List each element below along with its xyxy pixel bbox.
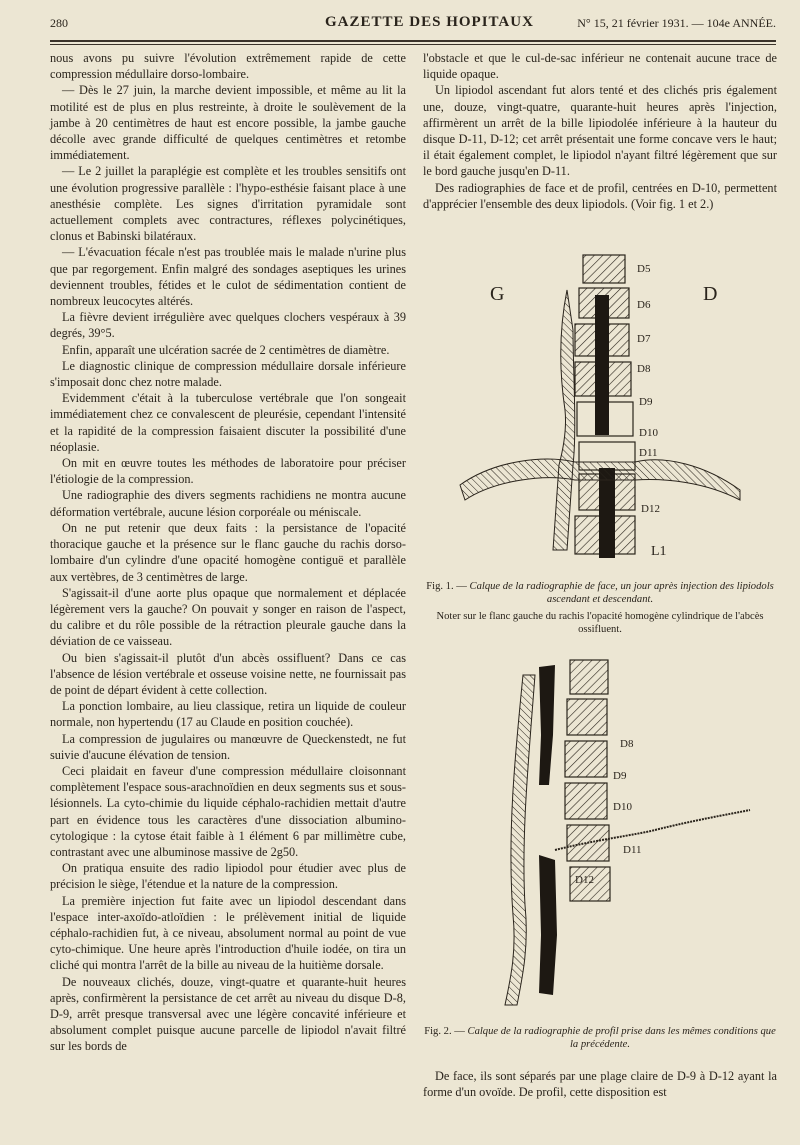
issue-info: N° 15, 21 février 1931. — 104e ANNÉE. [577, 16, 776, 30]
fig2-caption-prefix: Fig. 2. — [424, 1026, 465, 1037]
lipiodol-profile-lower [539, 855, 557, 995]
figure-2-drawing [495, 655, 755, 1015]
journal-title: GAZETTE DES HOPITAUX [325, 14, 534, 30]
paragraph: On mit en œuvre toutes les méthodes de laboratoire pour préciser l'étiologie de la compression. [50, 456, 406, 487]
fig2-label: D9 [613, 770, 627, 782]
fig2-caption-text: Calque de la radiographie de profil prise dans les mêmes conditions que la précédente. [467, 1026, 776, 1050]
fig2-label: D11 [623, 844, 642, 856]
header-rule [50, 40, 776, 42]
posterior-outline [505, 675, 535, 1005]
paragraph: On pratiqua ensuite des radio lipiodol pour étudier avec plus de précision le siège, l'étendue et la nature de la compression. [50, 861, 406, 892]
fig2-label: D8 [620, 738, 634, 750]
paragraph: — L'évacuation fécale n'est pas troublée mais le malade n'urine plus que par regorgement. Enfin malgré des sondages aseptiques les urines deviennent troubles, fétides et le culot de sédimentation contient de nombreux leucocytes altérés. [50, 245, 406, 309]
header-rule-thin [50, 44, 776, 45]
fig2-label: D12 [575, 874, 594, 886]
paragraph: — Le 2 juillet la paraplégie est complète et les troubles sensitifs ont une évolution progressive parallèle : l'hypo-esthésie faisant place à une anesthésie complète. Les signes d'irritation pyramidale sont actuellement complets avec contractures, réflexes polycinétiques, clonus et Babinski bilatéraux. [50, 164, 406, 244]
fig1-side-left: G [490, 283, 505, 305]
paragraph: On ne put retenir que deux faits : la persistance de l'opacité thoracique gauche et la présence sur le flanc gauche du rachis dorso-lombaire d'un cylindre d'une opacité homogène contiguë et parallèle aux vertèbres, de 3 centimètres de large. [50, 520, 406, 584]
paragraph: La fièvre devient irrégulière avec quelques clochers vespéraux à 39 degrés, 39°5. [50, 310, 406, 341]
lipiodol-ascending [599, 468, 615, 558]
figure-1-drawing [455, 250, 745, 570]
fig1-caption-text: Calque de la radiographie de face, un jour après injection des lipiodols ascendant et descendant. [469, 581, 774, 605]
paragraph: Evidemment c'était à la tuberculose vertébrale que l'on songeait immédiatement chez ce convalescent de pleurésie, cependant l'intensité et la rapidité de la compression faisaient discuter la possibilité d'une néoplasie. [50, 391, 406, 454]
paragraph: Ceci plaidait en faveur d'une compression médullaire cloisonnant complètement l'espace sous-arachnoïdien en deux segments sus et sous-lésionnels. La cyto-chimie du liquide céphalo-rachidien mettait d'autre part en évidence tous les caractères d'une dissociation albumino-cytologique : la cytose était faible à 1 élément 6 par millimètre cube, contrastant avec une albuminose massive de 2g50. [50, 763, 406, 859]
figure-1-caption [423, 580, 777, 606]
fig1-label: D7 [637, 333, 651, 345]
fig1-label: D8 [637, 363, 651, 375]
paragraph: Un lipiodol ascendant fut alors tenté et des clichés pris également une, douze, vingt-quatre, quarante-huit heures après l'injection, affirmèrent un arrêt de la bille lipiodolée inférieure à la hauteur du disque D-11, D-12; cet arrêt présentait une forme concave vers le haut; il était également complet, le lipiodol n'ayant filtré légèrement que sur le bord gauche jusqu'en D-11. [423, 83, 777, 179]
right-column-bottom [423, 1068, 777, 1100]
page-header [50, 14, 776, 36]
paragraph: Des radiographies de face et de profil, centrées en D-10, permettent d'apprécier l'ensemble des deux lipiodols. (Voir fig. 1 et 2.) [423, 180, 777, 211]
left-column [50, 50, 406, 1055]
fig1-label: L1 [651, 544, 667, 559]
paragraph: La compression de jugulaires ou manœuvre de Queckenstedt, ne fut suivie d'aucune élévation de tension. [50, 731, 406, 762]
paragraph: La première injection fut faite avec un lipiodol descendant dans l'espace inter-axoïdo-atloïdien : le prélèvement initial de liquide céphalo-rachidien fut, à ce niveau, absolument normal au point de vue cyto-chimique. Une heure après l'introduction d'huile iodée, on tira un cliché qui montra l'arrêt de la bille au niveau de la huitième dorsale. [50, 893, 406, 973]
lipiodol-descending [595, 295, 609, 435]
paragraph: Ou bien s'agissait-il plutôt d'un abcès ossifluent? Dans ce cas l'absence de lésion vertébrale et osseuse voisine nette, ne fournissait pas de point de départ évident à cette collection. [50, 650, 406, 697]
figure-2-caption [423, 1025, 777, 1051]
paragraph: l'obstacle et que le cul-de-sac inférieur ne contenait aucune trace de liquide opaque. [423, 51, 777, 82]
fig1-label: D9 [639, 396, 653, 408]
fig1-label: D6 [637, 299, 651, 311]
fig1-note-text: Noter sur le flanc gauche du rachis l'opacité homogène cylindrique de l'abcès ossifluent. [436, 611, 764, 635]
fig1-side-right: D [703, 283, 718, 305]
fig1-caption-prefix: Fig. 1. — [426, 581, 467, 592]
paragraph: La ponction lombaire, au lieu classique, retira un liquide de couleur normale, non hypertendu (17 au Claude en position couchée). [50, 699, 406, 730]
paragraph: nous avons pu suivre l'évolution extrêmement rapide de cette compression médullaire dorso-lombaire. [50, 51, 406, 82]
abscess-shadow [553, 290, 575, 550]
paragraph: — Dès le 27 juin, la marche devient impossible, et même au lit la motilité est de plus en plus restreinte, à droite le soulèvement de la jambe à 20 centimètres de haut est encore possible, la jambe gauche décolle avec grande difficulté de quelques centimètres et retombe immédiatement. [50, 83, 406, 163]
figure-1-note [423, 610, 777, 636]
paragraph: S'agissait-il d'une aorte plus opaque que normalement et déplacée légèrement vers la gauche? On pouvait y songer en raison de l'aspect, du calibre et du rôle possible de la rétraction pleurale gauche dans la déviation de ce vaisseau. [50, 585, 406, 649]
fig1-label: D10 [639, 427, 658, 439]
fig1-label: D11 [639, 447, 658, 459]
fig2-label: D10 [613, 801, 632, 813]
paragraph: De nouveaux clichés, douze, vingt-quatre et quarante-huit heures après, confirmèrent la persistance de cet arrêt au niveau du disque D-8, D-9, arrêt presque transversal avec une légère concavité inférieure et absolument complet puisque aucune parcelle de lipiodol n'avait filtré sur les bords de [50, 974, 406, 1054]
paragraph: Une radiographie des divers segments rachidiens ne montra aucune déformation vertébrale, aucune lésion corporéale ou méniscale. [50, 488, 406, 519]
paragraph: Le diagnostic clinique de compression médullaire dorsale inférieure s'imposait donc chez notre malade. [50, 358, 406, 390]
lipiodol-profile-upper [539, 665, 555, 785]
page-number: 280 [50, 16, 68, 30]
paragraph: Enfin, apparaît une ulcération sacrée de 2 centimètres de diamètre. [62, 342, 390, 357]
fig1-label: D5 [637, 263, 651, 275]
fig1-label: D12 [641, 503, 660, 515]
paragraph: De face, ils sont séparés par une plage claire de D-9 à D-12 ayant la forme d'un ovoïde. De profil, cette disposition est [423, 1069, 777, 1100]
right-column [423, 50, 777, 212]
